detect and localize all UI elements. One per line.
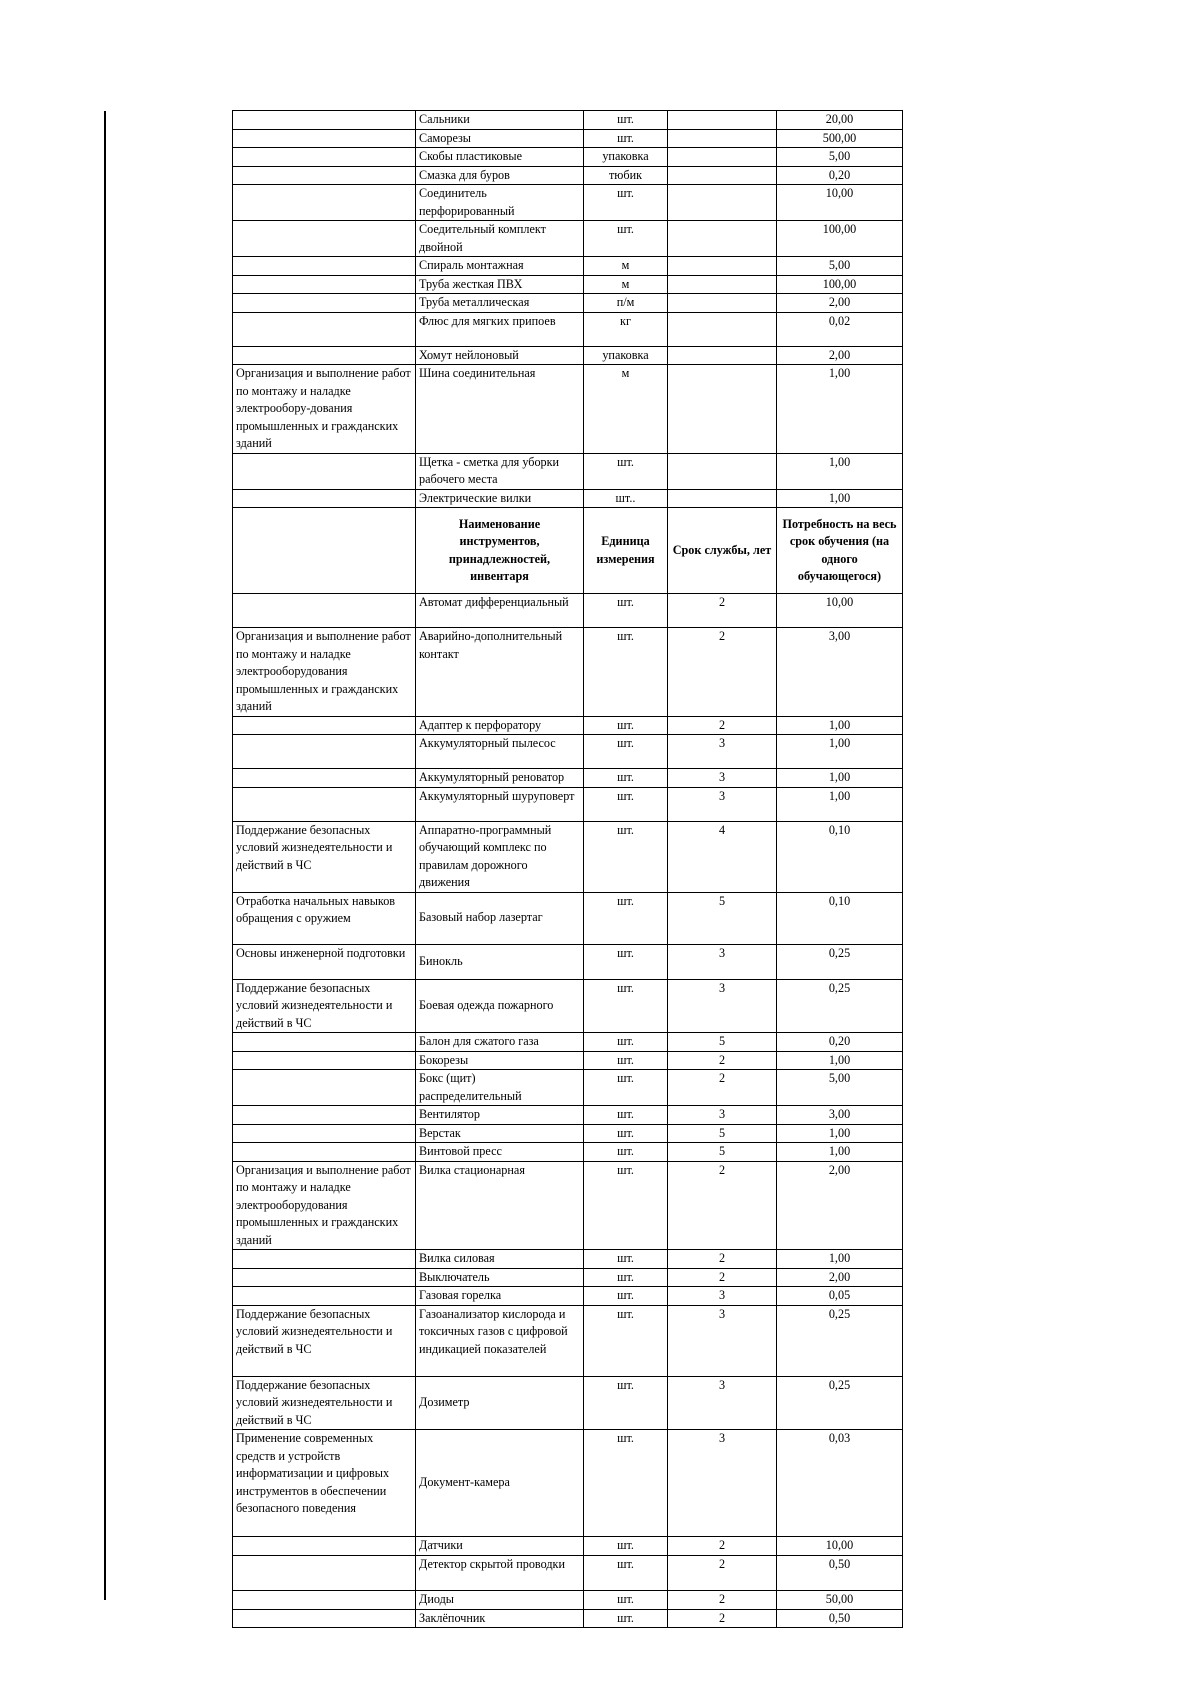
cell-module — [233, 166, 416, 185]
cell-life: 2 — [668, 1591, 777, 1610]
cell-unit: шт. — [584, 1376, 668, 1430]
page-margin-line — [104, 111, 106, 1600]
table-row — [233, 221, 903, 257]
cell-name: Аккумуляторный шуруповерт — [416, 787, 584, 821]
cell-name: Аварийно-дополнительный контакт — [416, 628, 584, 717]
cell-unit: упаковка — [584, 346, 668, 365]
table-row — [233, 979, 903, 1033]
cell-qty: 3,00 — [777, 628, 903, 717]
cell-unit: шт. — [584, 1161, 668, 1250]
cell-qty: 20,00 — [777, 111, 903, 130]
cell-name: Сальники — [416, 111, 584, 130]
cell-unit: шт. — [584, 769, 668, 788]
cell-life: 3 — [668, 787, 777, 821]
table-row — [233, 1106, 903, 1125]
cell-module: Организация и выполнение работ по монтажу и наладке электрооборудования промышленных и гражданских зданий — [233, 628, 416, 717]
table-row — [233, 1556, 903, 1591]
cell-life: 2 — [668, 1556, 777, 1591]
cell-name: Выключатель — [416, 1268, 584, 1287]
cell-life: 5 — [668, 1143, 777, 1162]
cell-qty: 100,00 — [777, 275, 903, 294]
cell-name: Верстак — [416, 1124, 584, 1143]
table-row — [233, 489, 903, 508]
cell-qty: 0,25 — [777, 979, 903, 1033]
table-row — [233, 1070, 903, 1106]
cell-unit: шт. — [584, 453, 668, 489]
cell-life: 3 — [668, 944, 777, 979]
cell-name: Винтовой пресс — [416, 1143, 584, 1162]
cell-qty: 0,25 — [777, 1376, 903, 1430]
cell-module: Поддержание безопасных условий жизнедеятельности и действий в ЧС — [233, 979, 416, 1033]
cell-life: 3 — [668, 1430, 777, 1537]
cell-unit: шт. — [584, 111, 668, 130]
cell-name: Бокорезы — [416, 1051, 584, 1070]
cell-name: Диоды — [416, 1591, 584, 1610]
cell-unit: шт. — [584, 1033, 668, 1052]
cell-life — [668, 257, 777, 276]
cell-unit: шт. — [584, 716, 668, 735]
cell-qty: 1,00 — [777, 1143, 903, 1162]
cell-module — [233, 1033, 416, 1052]
cell-module — [233, 185, 416, 221]
cell-name: Аккумуляторный реноватор — [416, 769, 584, 788]
cell-unit: упаковка — [584, 148, 668, 167]
header-module-cell — [233, 508, 416, 594]
cell-name: Вентилятор — [416, 1106, 584, 1125]
table-row — [233, 944, 903, 979]
cell-unit: шт. — [584, 1268, 668, 1287]
cell-name: Боевая одежда пожарного — [416, 979, 584, 1033]
cell-unit: м — [584, 365, 668, 454]
equipment-table — [232, 110, 903, 1628]
cell-module — [233, 594, 416, 628]
cell-qty: 1,00 — [777, 365, 903, 454]
cell-life — [668, 148, 777, 167]
cell-qty: 10,00 — [777, 185, 903, 221]
cell-unit: м — [584, 275, 668, 294]
cell-qty: 2,00 — [777, 294, 903, 313]
table-row — [233, 1305, 903, 1376]
cell-name: Шина соединительная — [416, 365, 584, 454]
cell-qty: 0,10 — [777, 821, 903, 892]
cell-unit: шт. — [584, 628, 668, 717]
cell-qty: 2,00 — [777, 1161, 903, 1250]
table-row — [233, 111, 903, 130]
cell-life: 4 — [668, 821, 777, 892]
cell-module — [233, 346, 416, 365]
cell-qty: 1,00 — [777, 1124, 903, 1143]
cell-module — [233, 1124, 416, 1143]
cell-life — [668, 346, 777, 365]
cell-life — [668, 129, 777, 148]
table-row — [233, 257, 903, 276]
table-row — [233, 1268, 903, 1287]
cell-life — [668, 221, 777, 257]
cell-module: Отработка начальных навыков обращения с оружием — [233, 892, 416, 944]
cell-unit: шт. — [584, 979, 668, 1033]
cell-unit: м — [584, 257, 668, 276]
table-row — [233, 166, 903, 185]
cell-name: Труба металлическая — [416, 294, 584, 313]
cell-name: Документ-камера — [416, 1430, 584, 1537]
cell-name: Аппаратно-программный обучающий комплекс по правилам дорожного движения — [416, 821, 584, 892]
cell-name: Спираль монтажная — [416, 257, 584, 276]
cell-qty: 0,50 — [777, 1556, 903, 1591]
header-life: Срок службы, лет — [668, 508, 777, 594]
cell-module — [233, 257, 416, 276]
table-row — [233, 1124, 903, 1143]
table-row — [233, 1591, 903, 1610]
cell-unit: шт. — [584, 129, 668, 148]
cell-module: Поддержание безопасных условий жизнедеятельности и действий в ЧС — [233, 1376, 416, 1430]
cell-life — [668, 365, 777, 454]
cell-unit: кг — [584, 312, 668, 346]
table-row — [233, 1033, 903, 1052]
cell-life: 2 — [668, 1070, 777, 1106]
cell-module: Организация и выполнение работ по монтажу и наладке электрообору-дования промышленных и гражданских зданий — [233, 365, 416, 454]
cell-qty: 1,00 — [777, 787, 903, 821]
cell-life: 2 — [668, 1161, 777, 1250]
cell-qty: 3,00 — [777, 1106, 903, 1125]
cell-module — [233, 1591, 416, 1610]
table-row — [233, 1609, 903, 1628]
cell-unit: шт. — [584, 1305, 668, 1376]
cell-name: Скобы пластиковые — [416, 148, 584, 167]
cell-name: Смазка для буров — [416, 166, 584, 185]
cell-unit: шт. — [584, 1106, 668, 1125]
cell-module — [233, 787, 416, 821]
cell-module: Применение современных средств и устройств информатизации и цифровых инструментов в обеспечении безопасного поведения — [233, 1430, 416, 1537]
cell-qty: 1,00 — [777, 1051, 903, 1070]
cell-life: 3 — [668, 1287, 777, 1306]
table-row — [233, 769, 903, 788]
cell-name: Соедительный комплект двойной — [416, 221, 584, 257]
cell-qty: 0,20 — [777, 1033, 903, 1052]
cell-unit: шт. — [584, 1556, 668, 1591]
cell-unit: шт. — [584, 1070, 668, 1106]
cell-life: 5 — [668, 1033, 777, 1052]
cell-life: 2 — [668, 1537, 777, 1556]
table-row — [233, 1376, 903, 1430]
cell-qty: 10,00 — [777, 594, 903, 628]
cell-unit: шт.. — [584, 489, 668, 508]
table-row — [233, 294, 903, 313]
cell-name: Датчики — [416, 1537, 584, 1556]
cell-module — [233, 1609, 416, 1628]
cell-unit: шт. — [584, 1124, 668, 1143]
cell-unit: шт. — [584, 1250, 668, 1269]
cell-module — [233, 1143, 416, 1162]
table-row — [233, 129, 903, 148]
cell-qty: 0,25 — [777, 944, 903, 979]
cell-name: Саморезы — [416, 129, 584, 148]
cell-module: Организация и выполнение работ по монтажу и наладке электрооборудования промышленных и гражданских зданий — [233, 1161, 416, 1250]
cell-module — [233, 489, 416, 508]
cell-module — [233, 294, 416, 313]
cell-unit: шт. — [584, 1537, 668, 1556]
cell-module — [233, 453, 416, 489]
cell-life — [668, 275, 777, 294]
table-row — [233, 312, 903, 346]
header-need: Потребность на весь срок обучения (на одного обучающегося) — [777, 508, 903, 594]
header-unit: Единица измерения — [584, 508, 668, 594]
cell-unit: шт. — [584, 1591, 668, 1610]
cell-module — [233, 312, 416, 346]
cell-life — [668, 111, 777, 130]
cell-life — [668, 166, 777, 185]
cell-module — [233, 735, 416, 769]
cell-unit: шт. — [584, 185, 668, 221]
cell-qty: 0,10 — [777, 892, 903, 944]
cell-unit: шт. — [584, 1287, 668, 1306]
table-row — [233, 1537, 903, 1556]
cell-module — [233, 129, 416, 148]
cell-unit: шт. — [584, 221, 668, 257]
cell-unit: шт. — [584, 1430, 668, 1537]
cell-name: Автомат дифференциальный — [416, 594, 584, 628]
cell-module — [233, 716, 416, 735]
cell-qty: 1,00 — [777, 769, 903, 788]
cell-unit: шт. — [584, 1609, 668, 1628]
cell-name: Щетка - сметка для уборки рабочего места — [416, 453, 584, 489]
cell-life: 3 — [668, 1376, 777, 1430]
cell-unit: шт. — [584, 892, 668, 944]
cell-unit: шт. — [584, 821, 668, 892]
cell-qty: 0,05 — [777, 1287, 903, 1306]
table-row — [233, 148, 903, 167]
cell-name: Балон для сжатого газа — [416, 1033, 584, 1052]
cell-qty: 1,00 — [777, 716, 903, 735]
cell-qty: 5,00 — [777, 148, 903, 167]
cell-life — [668, 294, 777, 313]
cell-name: Вилка стационарная — [416, 1161, 584, 1250]
cell-module — [233, 1250, 416, 1269]
cell-qty: 50,00 — [777, 1591, 903, 1610]
cell-unit: шт. — [584, 787, 668, 821]
cell-qty: 0,25 — [777, 1305, 903, 1376]
cell-module — [233, 1070, 416, 1106]
cell-qty: 1,00 — [777, 453, 903, 489]
cell-life: 2 — [668, 1051, 777, 1070]
cell-qty: 0,03 — [777, 1430, 903, 1537]
cell-name: Адаптер к перфоратору — [416, 716, 584, 735]
table-row — [233, 365, 903, 454]
cell-module: Основы инженерной подготовки — [233, 944, 416, 979]
table-row — [233, 1143, 903, 1162]
cell-module — [233, 275, 416, 294]
table-row — [233, 453, 903, 489]
cell-unit: шт. — [584, 1143, 668, 1162]
cell-module — [233, 148, 416, 167]
cell-name: Флюс для мягких припоев — [416, 312, 584, 346]
cell-qty: 1,00 — [777, 489, 903, 508]
cell-qty: 0,02 — [777, 312, 903, 346]
cell-life: 5 — [668, 892, 777, 944]
cell-name: Электрические вилки — [416, 489, 584, 508]
cell-module: Поддержание безопасных условий жизнедеятельности и действий в ЧС — [233, 1305, 416, 1376]
table-row — [233, 594, 903, 628]
cell-name: Бинокль — [416, 944, 584, 979]
cell-module — [233, 1556, 416, 1591]
cell-life: 2 — [668, 628, 777, 717]
cell-unit: тюбик — [584, 166, 668, 185]
table-row — [233, 346, 903, 365]
cell-qty: 2,00 — [777, 1268, 903, 1287]
cell-qty: 1,00 — [777, 1250, 903, 1269]
cell-module — [233, 1268, 416, 1287]
table-row — [233, 892, 903, 944]
table-header-row — [233, 508, 903, 594]
cell-life: 2 — [668, 1268, 777, 1287]
cell-name: Заклёпочник — [416, 1609, 584, 1628]
cell-qty: 10,00 — [777, 1537, 903, 1556]
table-row — [233, 787, 903, 821]
cell-module — [233, 1287, 416, 1306]
cell-unit: шт. — [584, 1051, 668, 1070]
cell-name: Детектор скрытой проводки — [416, 1556, 584, 1591]
cell-life: 3 — [668, 1106, 777, 1125]
cell-name: Хомут нейлоновый — [416, 346, 584, 365]
cell-module — [233, 221, 416, 257]
cell-name: Базовый набор лазертаг — [416, 892, 584, 944]
cell-module — [233, 1537, 416, 1556]
cell-life: 2 — [668, 1250, 777, 1269]
cell-unit: шт. — [584, 735, 668, 769]
cell-qty: 2,00 — [777, 346, 903, 365]
cell-life: 3 — [668, 735, 777, 769]
cell-unit: шт. — [584, 944, 668, 979]
table-row — [233, 185, 903, 221]
table-row — [233, 628, 903, 717]
cell-life: 3 — [668, 979, 777, 1033]
cell-qty: 500,00 — [777, 129, 903, 148]
cell-life: 2 — [668, 1609, 777, 1628]
table-row — [233, 735, 903, 769]
cell-life: 3 — [668, 769, 777, 788]
table-row — [233, 1250, 903, 1269]
cell-module — [233, 1051, 416, 1070]
cell-name: Аккумуляторный пылесос — [416, 735, 584, 769]
cell-name: Газоанализатор кислорода и токсичных газов с цифровой индикацией показателей — [416, 1305, 584, 1376]
cell-module: Поддержание безопасных условий жизнедеятельности и действий в ЧС — [233, 821, 416, 892]
cell-module — [233, 1106, 416, 1125]
cell-life: 5 — [668, 1124, 777, 1143]
table-row — [233, 1430, 903, 1537]
cell-name: Дозиметр — [416, 1376, 584, 1430]
table-row — [233, 1051, 903, 1070]
cell-life — [668, 489, 777, 508]
cell-unit: шт. — [584, 594, 668, 628]
cell-module — [233, 769, 416, 788]
table-row — [233, 275, 903, 294]
cell-qty: 5,00 — [777, 257, 903, 276]
table-row — [233, 716, 903, 735]
cell-unit: п/м — [584, 294, 668, 313]
table-row — [233, 821, 903, 892]
cell-life — [668, 453, 777, 489]
cell-qty: 0,20 — [777, 166, 903, 185]
cell-life — [668, 312, 777, 346]
cell-module — [233, 111, 416, 130]
table-row — [233, 1287, 903, 1306]
cell-qty: 0,50 — [777, 1609, 903, 1628]
cell-life: 2 — [668, 716, 777, 735]
cell-life — [668, 185, 777, 221]
cell-life: 3 — [668, 1305, 777, 1376]
cell-qty: 5,00 — [777, 1070, 903, 1106]
cell-name: Бокс (щит) распределительный — [416, 1070, 584, 1106]
cell-qty: 100,00 — [777, 221, 903, 257]
header-name: Наименование инструментов, принадлежностей, инвентаря — [416, 508, 584, 594]
cell-life: 2 — [668, 594, 777, 628]
cell-name: Газовая горелка — [416, 1287, 584, 1306]
table-row — [233, 1161, 903, 1250]
cell-qty: 1,00 — [777, 735, 903, 769]
cell-name: Соединитель перфорированный — [416, 185, 584, 221]
cell-name: Труба жесткая ПВХ — [416, 275, 584, 294]
cell-name: Вилка силовая — [416, 1250, 584, 1269]
